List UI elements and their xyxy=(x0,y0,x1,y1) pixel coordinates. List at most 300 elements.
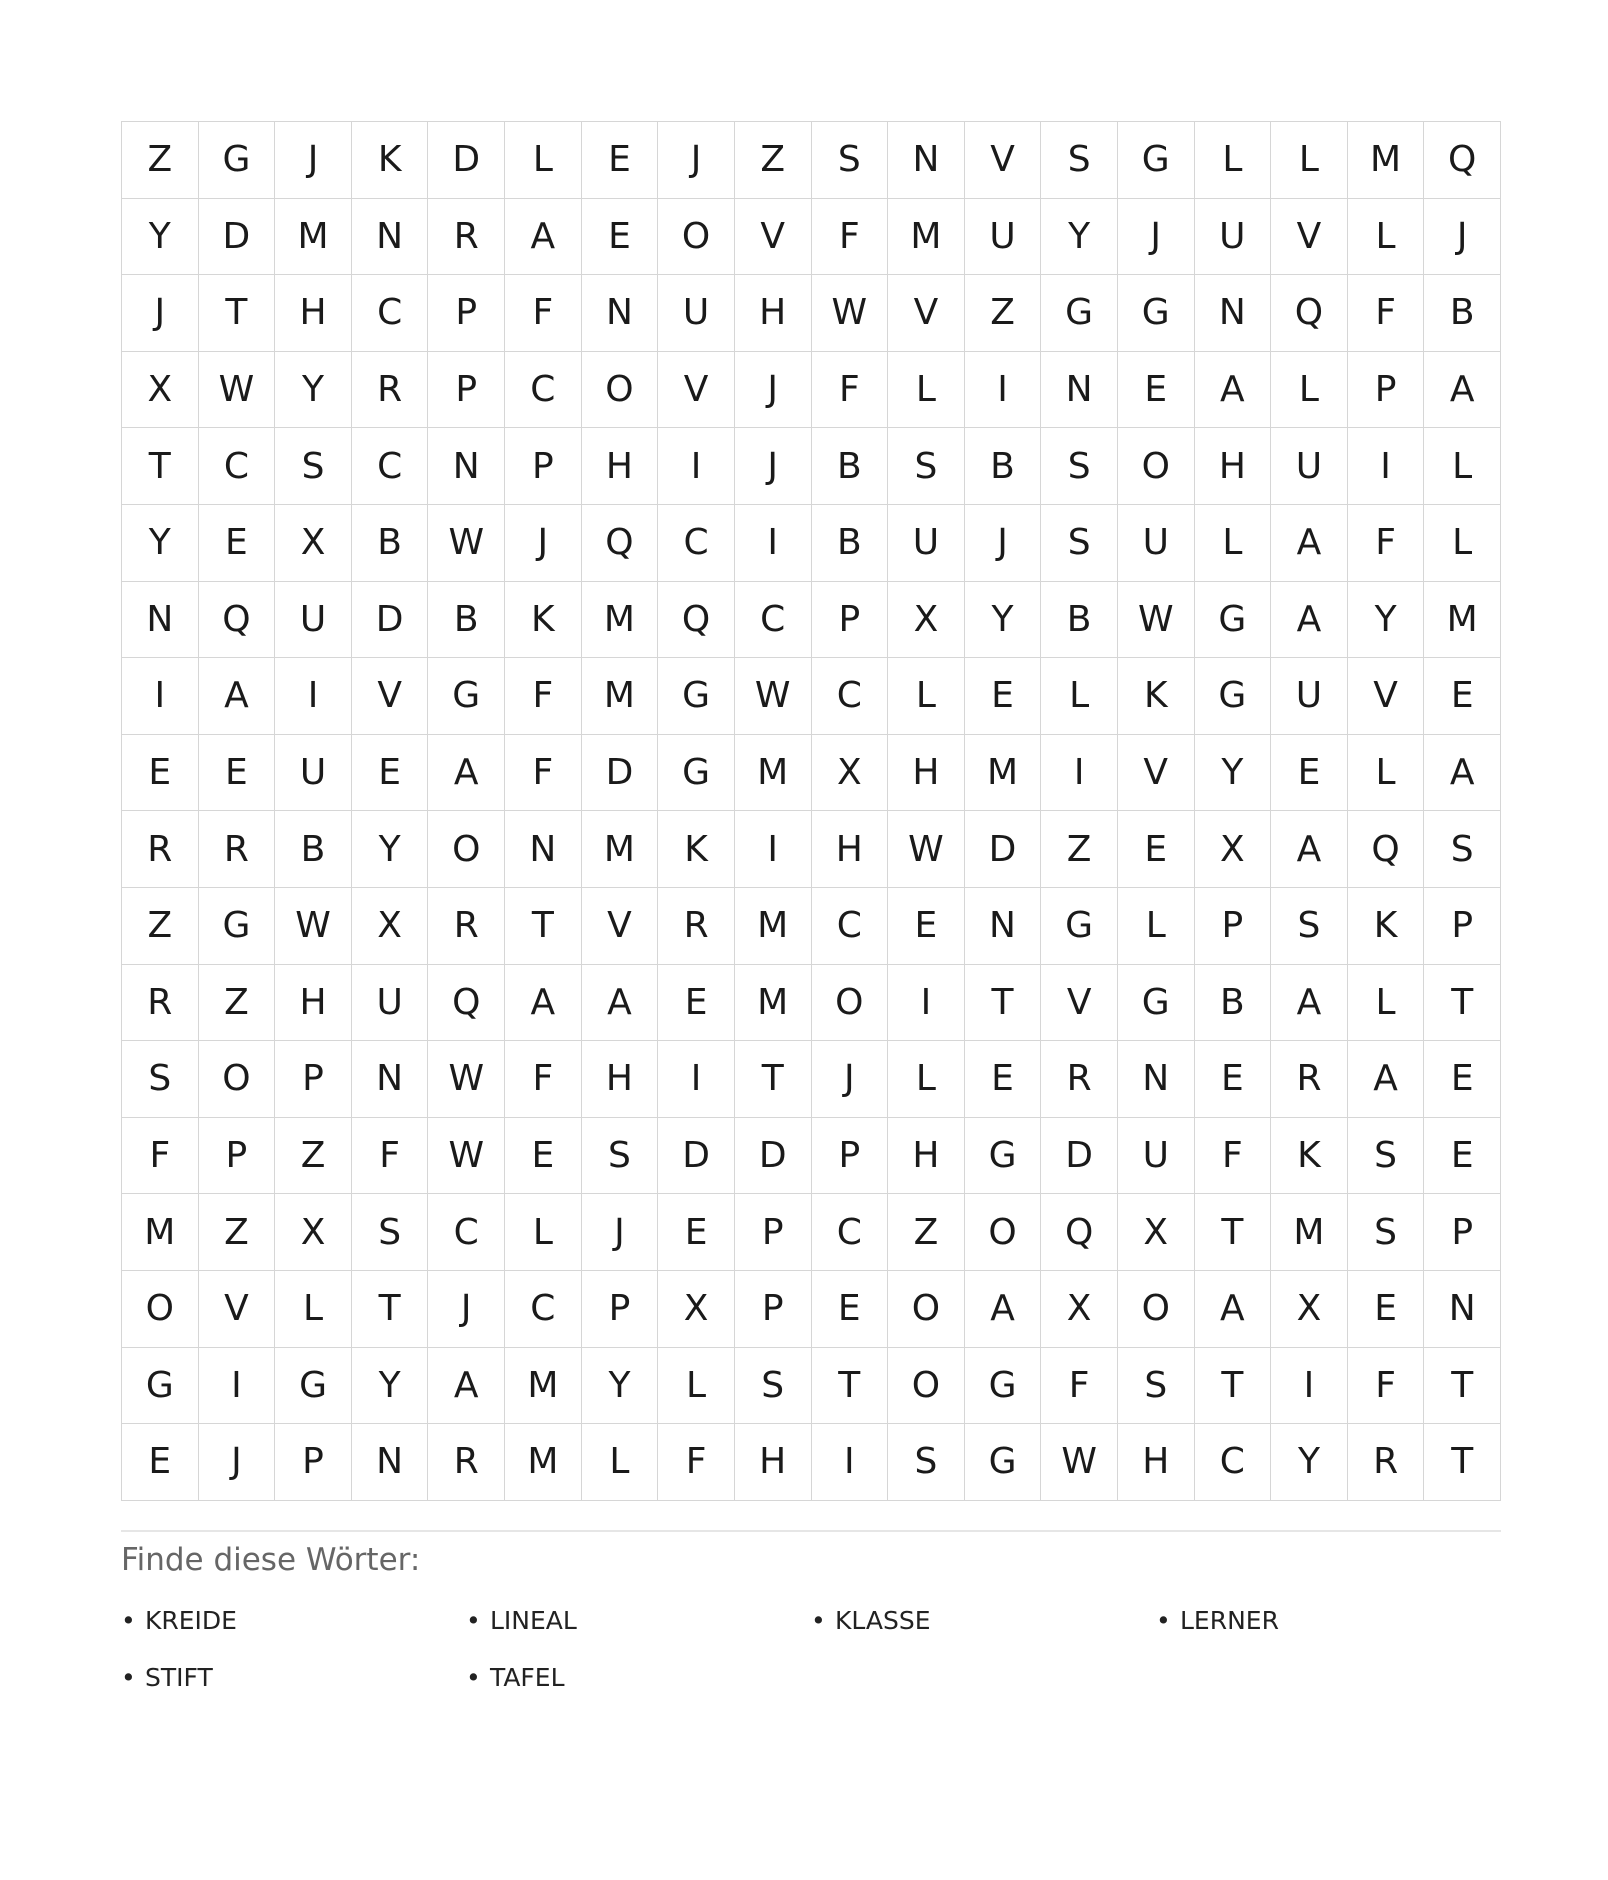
grid-cell[interactable]: B xyxy=(965,428,1042,505)
grid-cell[interactable]: P xyxy=(1424,1194,1501,1271)
grid-cell[interactable]: R xyxy=(1348,1424,1425,1501)
grid-cell[interactable]: P xyxy=(812,1118,889,1195)
grid-cell[interactable]: X xyxy=(1271,1271,1348,1348)
grid-cell[interactable]: A xyxy=(1424,735,1501,812)
grid-cell[interactable]: F xyxy=(1348,1348,1425,1425)
grid-cell[interactable]: M xyxy=(582,811,659,888)
grid-cell[interactable]: K xyxy=(1271,1118,1348,1195)
grid-cell[interactable]: E xyxy=(812,1271,889,1348)
grid-cell[interactable]: F xyxy=(505,735,582,812)
grid-cell[interactable]: Q xyxy=(1271,275,1348,352)
grid-cell[interactable]: N xyxy=(428,428,505,505)
grid-cell[interactable]: A xyxy=(965,1271,1042,1348)
grid-cell[interactable]: C xyxy=(352,275,429,352)
grid-cell[interactable]: V xyxy=(888,275,965,352)
grid-cell[interactable]: S xyxy=(122,1041,199,1118)
grid-cell[interactable]: L xyxy=(505,122,582,199)
grid-cell[interactable]: E xyxy=(122,735,199,812)
grid-cell[interactable]: I xyxy=(812,1424,889,1501)
grid-cell[interactable]: Q xyxy=(428,965,505,1042)
grid-cell[interactable]: P xyxy=(199,1118,276,1195)
grid-cell[interactable]: W xyxy=(428,1041,505,1118)
grid-cell[interactable]: P xyxy=(275,1424,352,1501)
grid-cell[interactable]: M xyxy=(735,888,812,965)
grid-cell[interactable]: J xyxy=(735,428,812,505)
grid-cell[interactable]: H xyxy=(812,811,889,888)
grid-cell[interactable]: L xyxy=(275,1271,352,1348)
grid-cell[interactable]: I xyxy=(735,505,812,582)
grid-cell[interactable]: C xyxy=(658,505,735,582)
grid-cell[interactable]: Z xyxy=(122,888,199,965)
grid-cell[interactable]: T xyxy=(1195,1348,1272,1425)
grid-cell[interactable]: K xyxy=(1348,888,1425,965)
grid-cell[interactable]: N xyxy=(1195,275,1272,352)
grid-cell[interactable]: U xyxy=(1118,505,1195,582)
grid-cell[interactable]: H xyxy=(888,1118,965,1195)
grid-cell[interactable]: D xyxy=(582,735,659,812)
grid-cell[interactable]: L xyxy=(1195,122,1272,199)
grid-cell[interactable]: R xyxy=(199,811,276,888)
grid-cell[interactable]: L xyxy=(888,658,965,735)
grid-cell[interactable]: X xyxy=(888,582,965,659)
grid-cell[interactable]: A xyxy=(428,1348,505,1425)
grid-cell[interactable]: Y xyxy=(352,1348,429,1425)
grid-cell[interactable]: Z xyxy=(1041,811,1118,888)
grid-cell[interactable]: F xyxy=(812,199,889,276)
grid-cell[interactable]: Y xyxy=(582,1348,659,1425)
grid-cell[interactable]: N xyxy=(352,199,429,276)
grid-cell[interactable]: J xyxy=(1118,199,1195,276)
grid-cell[interactable]: A xyxy=(428,735,505,812)
grid-cell[interactable]: X xyxy=(1041,1271,1118,1348)
grid-cell[interactable]: T xyxy=(965,965,1042,1042)
grid-cell[interactable]: Y xyxy=(122,505,199,582)
grid-cell[interactable]: H xyxy=(275,965,352,1042)
grid-cell[interactable]: O xyxy=(582,352,659,429)
grid-cell[interactable]: G xyxy=(428,658,505,735)
grid-cell[interactable]: A xyxy=(505,965,582,1042)
grid-cell[interactable]: P xyxy=(1348,352,1425,429)
grid-cell[interactable]: S xyxy=(888,428,965,505)
grid-cell[interactable]: D xyxy=(658,1118,735,1195)
grid-cell[interactable]: W xyxy=(1041,1424,1118,1501)
grid-cell[interactable]: B xyxy=(1041,582,1118,659)
grid-cell[interactable]: Q xyxy=(1348,811,1425,888)
grid-cell[interactable]: C xyxy=(428,1194,505,1271)
grid-cell[interactable]: S xyxy=(1348,1194,1425,1271)
grid-cell[interactable]: L xyxy=(582,1424,659,1501)
grid-cell[interactable]: S xyxy=(1041,505,1118,582)
grid-cell[interactable]: P xyxy=(428,352,505,429)
grid-cell[interactable]: R xyxy=(658,888,735,965)
grid-cell[interactable]: B xyxy=(275,811,352,888)
grid-cell[interactable]: H xyxy=(582,1041,659,1118)
grid-cell[interactable]: T xyxy=(1424,965,1501,1042)
grid-cell[interactable]: G xyxy=(658,658,735,735)
grid-cell[interactable]: I xyxy=(122,658,199,735)
grid-cell[interactable]: B xyxy=(1424,275,1501,352)
grid-cell[interactable]: N xyxy=(505,811,582,888)
grid-cell[interactable]: A xyxy=(1271,965,1348,1042)
grid-cell[interactable]: J xyxy=(199,1424,276,1501)
grid-cell[interactable]: N xyxy=(582,275,659,352)
grid-cell[interactable]: W xyxy=(275,888,352,965)
grid-cell[interactable]: C xyxy=(1195,1424,1272,1501)
grid-cell[interactable]: A xyxy=(1271,582,1348,659)
grid-cell[interactable]: S xyxy=(275,428,352,505)
grid-cell[interactable]: A xyxy=(1195,1271,1272,1348)
grid-cell[interactable]: L xyxy=(505,1194,582,1271)
grid-cell[interactable]: Z xyxy=(199,965,276,1042)
grid-cell[interactable]: L xyxy=(1118,888,1195,965)
grid-cell[interactable]: R xyxy=(1271,1041,1348,1118)
grid-cell[interactable]: S xyxy=(1271,888,1348,965)
grid-cell[interactable]: E xyxy=(658,965,735,1042)
grid-cell[interactable]: S xyxy=(352,1194,429,1271)
grid-cell[interactable]: M xyxy=(735,735,812,812)
grid-cell[interactable]: E xyxy=(582,122,659,199)
grid-cell[interactable]: Y xyxy=(275,352,352,429)
grid-cell[interactable]: Q xyxy=(658,582,735,659)
grid-cell[interactable]: I xyxy=(1041,735,1118,812)
grid-cell[interactable]: U xyxy=(1195,199,1272,276)
grid-cell[interactable]: U xyxy=(1118,1118,1195,1195)
grid-cell[interactable]: N xyxy=(1118,1041,1195,1118)
grid-cell[interactable]: I xyxy=(658,1041,735,1118)
grid-cell[interactable]: V xyxy=(1041,965,1118,1042)
grid-cell[interactable]: J xyxy=(122,275,199,352)
grid-cell[interactable]: S xyxy=(1424,811,1501,888)
grid-cell[interactable]: Y xyxy=(965,582,1042,659)
grid-cell[interactable]: I xyxy=(1348,428,1425,505)
grid-cell[interactable]: V xyxy=(735,199,812,276)
grid-cell[interactable]: G xyxy=(199,122,276,199)
grid-cell[interactable]: F xyxy=(352,1118,429,1195)
grid-cell[interactable]: U xyxy=(888,505,965,582)
grid-cell[interactable]: O xyxy=(888,1271,965,1348)
grid-cell[interactable]: T xyxy=(199,275,276,352)
grid-cell[interactable]: U xyxy=(1271,428,1348,505)
grid-cell[interactable]: V xyxy=(352,658,429,735)
grid-cell[interactable]: P xyxy=(275,1041,352,1118)
grid-cell[interactable]: Z xyxy=(888,1194,965,1271)
grid-cell[interactable]: N xyxy=(1424,1271,1501,1348)
grid-cell[interactable]: E xyxy=(1424,1118,1501,1195)
grid-cell[interactable]: P xyxy=(735,1194,812,1271)
grid-cell[interactable]: Y xyxy=(122,199,199,276)
grid-cell[interactable]: B xyxy=(812,505,889,582)
grid-cell[interactable]: V xyxy=(965,122,1042,199)
grid-cell[interactable]: N xyxy=(352,1041,429,1118)
grid-cell[interactable]: E xyxy=(658,1194,735,1271)
grid-cell[interactable]: G xyxy=(1195,658,1272,735)
grid-cell[interactable]: X xyxy=(275,1194,352,1271)
grid-cell[interactable]: I xyxy=(275,658,352,735)
grid-cell[interactable]: H xyxy=(735,275,812,352)
grid-cell[interactable]: F xyxy=(1195,1118,1272,1195)
grid-cell[interactable]: L xyxy=(1271,352,1348,429)
grid-cell[interactable]: P xyxy=(428,275,505,352)
grid-cell[interactable]: N xyxy=(888,122,965,199)
grid-cell[interactable]: O xyxy=(812,965,889,1042)
grid-cell[interactable]: I xyxy=(658,428,735,505)
grid-cell[interactable]: U xyxy=(352,965,429,1042)
grid-cell[interactable]: U xyxy=(658,275,735,352)
grid-cell[interactable]: V xyxy=(1271,199,1348,276)
grid-cell[interactable]: P xyxy=(1195,888,1272,965)
grid-cell[interactable]: D xyxy=(199,199,276,276)
grid-cell[interactable]: E xyxy=(888,888,965,965)
grid-cell[interactable]: G xyxy=(965,1118,1042,1195)
grid-cell[interactable]: G xyxy=(199,888,276,965)
grid-cell[interactable]: B xyxy=(1195,965,1272,1042)
grid-cell[interactable]: R xyxy=(122,965,199,1042)
grid-cell[interactable]: L xyxy=(1195,505,1272,582)
grid-cell[interactable]: J xyxy=(275,122,352,199)
grid-cell[interactable]: L xyxy=(1424,428,1501,505)
grid-cell[interactable]: V xyxy=(658,352,735,429)
grid-cell[interactable]: W xyxy=(1118,582,1195,659)
grid-cell[interactable]: E xyxy=(199,505,276,582)
grid-cell[interactable]: S xyxy=(1118,1348,1195,1425)
grid-cell[interactable]: C xyxy=(505,1271,582,1348)
grid-cell[interactable]: U xyxy=(1271,658,1348,735)
grid-cell[interactable]: F xyxy=(1348,505,1425,582)
grid-cell[interactable]: X xyxy=(812,735,889,812)
grid-cell[interactable]: T xyxy=(1195,1194,1272,1271)
grid-cell[interactable]: G xyxy=(658,735,735,812)
grid-cell[interactable]: F xyxy=(658,1424,735,1501)
grid-cell[interactable]: J xyxy=(812,1041,889,1118)
grid-cell[interactable]: C xyxy=(812,658,889,735)
grid-cell[interactable]: H xyxy=(1118,1424,1195,1501)
grid-cell[interactable]: S xyxy=(1041,122,1118,199)
grid-cell[interactable]: G xyxy=(965,1424,1042,1501)
grid-cell[interactable]: T xyxy=(505,888,582,965)
grid-cell[interactable]: X xyxy=(1195,811,1272,888)
grid-cell[interactable]: M xyxy=(582,582,659,659)
grid-cell[interactable]: F xyxy=(505,658,582,735)
grid-cell[interactable]: W xyxy=(199,352,276,429)
grid-cell[interactable]: D xyxy=(352,582,429,659)
grid-cell[interactable]: T xyxy=(812,1348,889,1425)
grid-cell[interactable]: W xyxy=(812,275,889,352)
grid-cell[interactable]: A xyxy=(1271,505,1348,582)
grid-cell[interactable]: N xyxy=(1041,352,1118,429)
grid-cell[interactable]: N xyxy=(965,888,1042,965)
grid-cell[interactable]: R xyxy=(428,888,505,965)
grid-cell[interactable]: G xyxy=(1118,275,1195,352)
grid-cell[interactable]: E xyxy=(582,199,659,276)
grid-cell[interactable]: T xyxy=(122,428,199,505)
grid-cell[interactable]: E xyxy=(1118,352,1195,429)
grid-cell[interactable]: M xyxy=(965,735,1042,812)
grid-cell[interactable]: J xyxy=(582,1194,659,1271)
grid-cell[interactable]: L xyxy=(658,1348,735,1425)
grid-cell[interactable]: O xyxy=(658,199,735,276)
grid-cell[interactable]: N xyxy=(122,582,199,659)
grid-cell[interactable]: H xyxy=(1195,428,1272,505)
grid-cell[interactable]: A xyxy=(1195,352,1272,429)
grid-cell[interactable]: K xyxy=(1118,658,1195,735)
grid-cell[interactable]: W xyxy=(735,658,812,735)
grid-cell[interactable]: W xyxy=(888,811,965,888)
grid-cell[interactable]: G xyxy=(1118,122,1195,199)
grid-cell[interactable]: G xyxy=(965,1348,1042,1425)
grid-cell[interactable]: S xyxy=(888,1424,965,1501)
grid-cell[interactable]: A xyxy=(199,658,276,735)
grid-cell[interactable]: L xyxy=(1271,122,1348,199)
grid-cell[interactable]: T xyxy=(735,1041,812,1118)
grid-cell[interactable]: V xyxy=(199,1271,276,1348)
grid-cell[interactable]: S xyxy=(582,1118,659,1195)
grid-cell[interactable]: L xyxy=(888,352,965,429)
grid-cell[interactable]: L xyxy=(1348,199,1425,276)
grid-cell[interactable]: Z xyxy=(275,1118,352,1195)
grid-cell[interactable]: J xyxy=(965,505,1042,582)
grid-cell[interactable]: J xyxy=(505,505,582,582)
grid-cell[interactable]: G xyxy=(1195,582,1272,659)
grid-cell[interactable]: A xyxy=(1424,352,1501,429)
grid-cell[interactable]: S xyxy=(735,1348,812,1425)
grid-cell[interactable]: L xyxy=(1348,735,1425,812)
grid-cell[interactable]: A xyxy=(505,199,582,276)
grid-cell[interactable]: Q xyxy=(199,582,276,659)
grid-cell[interactable]: I xyxy=(965,352,1042,429)
grid-cell[interactable]: A xyxy=(1271,811,1348,888)
grid-cell[interactable]: E xyxy=(1118,811,1195,888)
grid-cell[interactable]: E xyxy=(505,1118,582,1195)
grid-cell[interactable]: S xyxy=(1041,428,1118,505)
grid-cell[interactable]: E xyxy=(1424,658,1501,735)
grid-cell[interactable]: E xyxy=(122,1424,199,1501)
grid-cell[interactable]: E xyxy=(1424,1041,1501,1118)
grid-cell[interactable]: G xyxy=(275,1348,352,1425)
grid-cell[interactable]: R xyxy=(352,352,429,429)
grid-cell[interactable]: Q xyxy=(582,505,659,582)
grid-cell[interactable]: E xyxy=(965,658,1042,735)
grid-cell[interactable]: D xyxy=(428,122,505,199)
grid-cell[interactable]: O xyxy=(1118,1271,1195,1348)
grid-cell[interactable]: P xyxy=(582,1271,659,1348)
grid-cell[interactable]: P xyxy=(735,1271,812,1348)
grid-cell[interactable]: D xyxy=(735,1118,812,1195)
grid-cell[interactable]: B xyxy=(812,428,889,505)
grid-cell[interactable]: N xyxy=(352,1424,429,1501)
grid-cell[interactable]: F xyxy=(505,1041,582,1118)
grid-cell[interactable]: C xyxy=(352,428,429,505)
grid-cell[interactable]: O xyxy=(428,811,505,888)
grid-cell[interactable]: C xyxy=(505,352,582,429)
grid-cell[interactable]: I xyxy=(735,811,812,888)
grid-cell[interactable]: E xyxy=(1348,1271,1425,1348)
grid-cell[interactable]: Y xyxy=(1041,199,1118,276)
grid-cell[interactable]: C xyxy=(812,1194,889,1271)
grid-cell[interactable]: E xyxy=(1195,1041,1272,1118)
grid-cell[interactable]: Y xyxy=(352,811,429,888)
grid-cell[interactable]: M xyxy=(1348,122,1425,199)
grid-cell[interactable]: D xyxy=(965,811,1042,888)
grid-cell[interactable]: J xyxy=(428,1271,505,1348)
grid-cell[interactable]: M xyxy=(582,658,659,735)
grid-cell[interactable]: P xyxy=(505,428,582,505)
grid-cell[interactable]: R xyxy=(1041,1041,1118,1118)
grid-cell[interactable]: O xyxy=(199,1041,276,1118)
grid-cell[interactable]: H xyxy=(275,275,352,352)
grid-cell[interactable]: M xyxy=(122,1194,199,1271)
grid-cell[interactable]: R xyxy=(428,1424,505,1501)
grid-cell[interactable]: R xyxy=(122,811,199,888)
grid-cell[interactable]: P xyxy=(1424,888,1501,965)
grid-cell[interactable]: S xyxy=(812,122,889,199)
grid-cell[interactable]: T xyxy=(1424,1424,1501,1501)
grid-cell[interactable]: U xyxy=(965,199,1042,276)
grid-cell[interactable]: W xyxy=(428,505,505,582)
grid-cell[interactable]: G xyxy=(1041,275,1118,352)
grid-cell[interactable]: F xyxy=(1041,1348,1118,1425)
grid-cell[interactable]: C xyxy=(199,428,276,505)
grid-cell[interactable]: M xyxy=(275,199,352,276)
grid-cell[interactable]: Z xyxy=(122,122,199,199)
grid-cell[interactable]: O xyxy=(122,1271,199,1348)
grid-cell[interactable]: M xyxy=(1271,1194,1348,1271)
grid-cell[interactable]: F xyxy=(122,1118,199,1195)
grid-cell[interactable]: A xyxy=(582,965,659,1042)
grid-cell[interactable]: X xyxy=(122,352,199,429)
grid-cell[interactable]: F xyxy=(1348,275,1425,352)
grid-cell[interactable]: J xyxy=(658,122,735,199)
grid-cell[interactable]: J xyxy=(735,352,812,429)
grid-cell[interactable]: U xyxy=(275,735,352,812)
grid-cell[interactable]: I xyxy=(199,1348,276,1425)
grid-cell[interactable]: X xyxy=(275,505,352,582)
grid-cell[interactable]: Z xyxy=(735,122,812,199)
grid-cell[interactable]: M xyxy=(735,965,812,1042)
grid-cell[interactable]: W xyxy=(428,1118,505,1195)
grid-cell[interactable]: Y xyxy=(1195,735,1272,812)
grid-cell[interactable]: P xyxy=(812,582,889,659)
grid-cell[interactable]: F xyxy=(505,275,582,352)
grid-cell[interactable]: M xyxy=(1424,582,1501,659)
grid-cell[interactable]: L xyxy=(1348,965,1425,1042)
grid-cell[interactable]: A xyxy=(1348,1041,1425,1118)
grid-cell[interactable]: L xyxy=(888,1041,965,1118)
grid-cell[interactable]: X xyxy=(658,1271,735,1348)
grid-cell[interactable]: K xyxy=(505,582,582,659)
grid-cell[interactable]: F xyxy=(812,352,889,429)
grid-cell[interactable]: G xyxy=(122,1348,199,1425)
grid-cell[interactable]: S xyxy=(1348,1118,1425,1195)
grid-cell[interactable]: H xyxy=(735,1424,812,1501)
grid-cell[interactable]: G xyxy=(1118,965,1195,1042)
grid-cell[interactable]: O xyxy=(888,1348,965,1425)
grid-cell[interactable]: H xyxy=(582,428,659,505)
grid-cell[interactable]: L xyxy=(1041,658,1118,735)
grid-cell[interactable]: X xyxy=(1118,1194,1195,1271)
grid-cell[interactable]: M xyxy=(505,1424,582,1501)
grid-cell[interactable]: R xyxy=(428,199,505,276)
grid-cell[interactable]: X xyxy=(352,888,429,965)
grid-cell[interactable]: I xyxy=(1271,1348,1348,1425)
grid-cell[interactable]: O xyxy=(965,1194,1042,1271)
grid-cell[interactable]: Z xyxy=(965,275,1042,352)
grid-cell[interactable]: Q xyxy=(1041,1194,1118,1271)
grid-cell[interactable]: G xyxy=(1041,888,1118,965)
grid-cell[interactable]: M xyxy=(888,199,965,276)
grid-cell[interactable]: E xyxy=(1271,735,1348,812)
grid-cell[interactable]: L xyxy=(1424,505,1501,582)
grid-cell[interactable]: Y xyxy=(1271,1424,1348,1501)
